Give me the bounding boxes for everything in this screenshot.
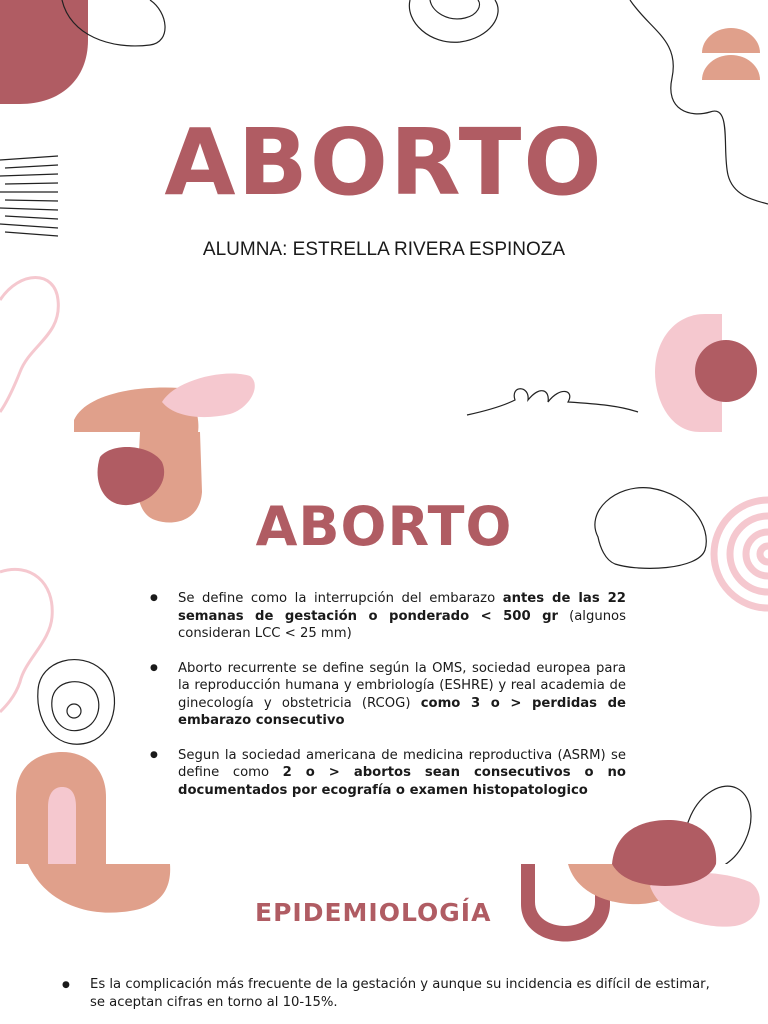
- cover-slide: [0, 0, 768, 432]
- maroon-blob-top-left: [0, 0, 88, 104]
- pink-outline-curve-left: [0, 569, 52, 712]
- definition-item: ● Se define como la interrupción del embarazo antes de las 22 semanas de gestación o ponderado < 500 gr (algunos consideran LCC < 25 mm): [150, 590, 626, 643]
- epidemiology-title: EPIDEMIOLOGÍA: [255, 898, 492, 927]
- pink-leaf-bottom-left: [162, 374, 255, 418]
- asrm-definition-item: ● Segun la sociedad americana de medicina reproductiva (ASRM) se define como 2 o > abortos sean consecutivos o no documentados por ecografía o examen histopatologico: [150, 747, 626, 800]
- epidemiology-list: [62, 976, 722, 1012]
- outline-concentric-swirl-left: [38, 660, 115, 745]
- epidemiology-slide: [0, 864, 768, 1024]
- pink-outline-squiggle-left: [0, 278, 58, 413]
- recurrent-definition-item: ● Aborto recurrente se define según la OMS, sociedad europea para la reproducción humana y embriología (ESHRE) y real academia de ginecología y obstetricia (RCOG) como 3 o > perdidas de embarazo consecutivo: [150, 660, 626, 730]
- cover-decorations: [0, 0, 768, 432]
- salmon-blob-top-left: [28, 864, 170, 913]
- maroon-circle-right: [695, 340, 757, 402]
- outline-swirl-top: [409, 0, 498, 42]
- cover-title: ABORTO: [164, 109, 604, 216]
- salmon-semicircle-bottom: [702, 55, 760, 80]
- definition-list: [150, 590, 626, 816]
- salmon-semicircle-top: [702, 28, 760, 53]
- maroon-dome-bottom-right: [612, 820, 716, 864]
- curly-line-middle: [467, 389, 638, 415]
- epidemiology-item: ● Es la complicación más frecuente de la gestación y aunque su incidencia es difícil de estimar, se aceptan cifras en torno al 10-15%.: [62, 976, 722, 1012]
- student-name: ALUMNA: ESTRELLA RIVERA ESPINOZA: [202, 239, 566, 260]
- pink-arch-bottom-left: [48, 787, 76, 864]
- definition-slide: [0, 432, 768, 864]
- definition-title: ABORTO: [255, 495, 513, 558]
